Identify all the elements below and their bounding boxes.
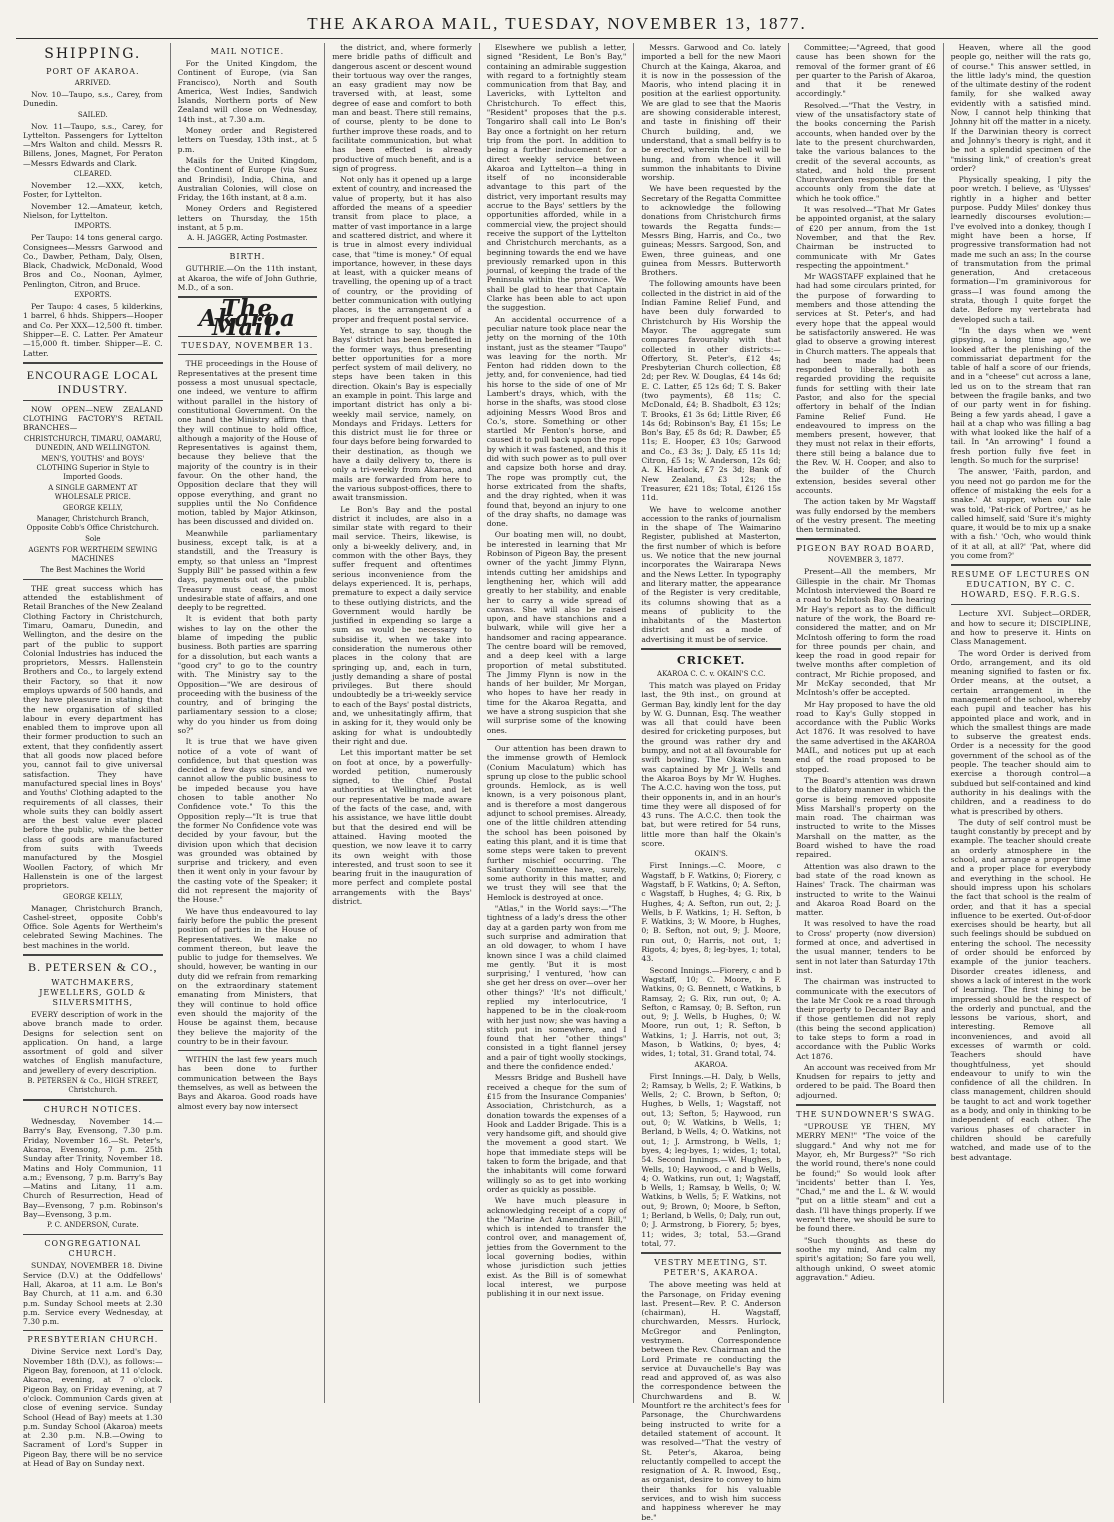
cricket-subtitle: AKAROA C. C. v. OKAIN'S C.C. (657, 670, 766, 678)
industry-ad-single: A SINGLE GARMENT AT WHOLESALE PRICE. (48, 483, 138, 501)
news-item: Our attention has been drawn to the immense growth of Hemlock (Conium Maculatum) which has sprung up close to the public school grounds. Hemlock, as is well known, is a very poisonous plant, and is therefore a most dangerous adjunct to school premises. Already, one of the little children attending the school has been poisoned by eating this plant, and it is time that some steps were taken to prevent further mischief occurring. The Sanitary Committee have, surely, some authority in this matter, and we trust they will see that the Hemlock is destroyed at once. (486, 743, 627, 902)
industry-ad-sole: Sole (85, 534, 101, 543)
news-item: We have to welcome another accession to the ranks of journalism in the shape of The Waimarino Register, published at Masterton, the first number of which is before us. We notice that the new journal incorporates the Wairarapa News and the News Letter. In typography and literary matter, the appearance of the Register is very creditable, its columns showing that as a means of publicity to the inhabitants of the Masterton district and as a mode of advertising it must be of service. (641, 504, 781, 644)
road-board-paragraph: Attention was also drawn to the bad state of the road known as Haines' Track. The chairman was instructed to write to the Wainui and Akaroa Road Board on the matter. (795, 861, 936, 918)
divider (23, 1234, 163, 1235)
divider (178, 354, 318, 355)
road-board-paragraph: It was resolved to have the road to Cross' property (now diversion) formed at once, and advertised in the usual manner, tenders to be sent in not later than Saturday 17th inst. (795, 919, 936, 975)
shipping-title: SHIPPING. (44, 46, 142, 62)
road-board-paragraph: An account was received from Mr Knudsen for repairs to jetty and ordered to be paid. The Board then adjourned. (795, 1062, 936, 1100)
vestry-paragraph: Resolved.—"That the Vestry, in view of the unsatisfactory state of the books concerning the Parish accounts, when handed over by the late to the present churchwarden, take the various balances to the credit of the several accounts, as stated, and hold the present Churchwarden responsible for the accounts only from the date at which he took office." (795, 100, 936, 203)
leader-paragraph: THE proceedings in the House of Representatives at the present time possess a most unusual spectacle, one indeed, we venture to affirm without parallel in the history of constitutional Government. On the one hand the Ministry affirm that they will continue to hold office, although a majority of the House of Representatives is against them, because they believe that the majority of the country is in their favour. On the other hand, the Opposition declare that they will oppose everything, and grant no supplies until the No Confidence motion, tabled by Major Atkinson, has been discussed and divided on. (177, 359, 318, 527)
mail-notice-p3: Mails for the United Kingdom, the Continent of Europe (via Suez and Brindisi), India, China, and Australian Colonies, will close on Friday, the 16th instant, at 8 a.m. (177, 155, 318, 203)
sundowner-paragraph: "In the days when we went gipsying, a long time ago," we looked after the plenishing of the commissariat department for the table of half a score of our friends, and in a "cheese" cut across a lane, led us on to the stream that ran between the fragile banks, and two of our party went in for fishing. Being a few yards ahead, I gave a hail at a chap who was filling a bag with what looked like the half of a tail. In "An arrowing" I found a fresh portion fully five feet in length. So much for the surprise! (950, 325, 1091, 466)
petersen-ad-sig: B. PETERSEN & Co., HIGH STREET, Christchurch. (27, 1077, 159, 1095)
church-sig: P. C. ANDERSON, Curate. (46, 1221, 139, 1230)
dateline: TUESDAY, NOVEMBER 13. (181, 341, 314, 351)
divider (796, 538, 936, 540)
column-6 (789, 43, 944, 1403)
divider (23, 362, 163, 364)
petersen-ad-title: B. PETERSEN & CO., (28, 960, 158, 974)
sundowner-paragraph: Heaven, where all the good people go, neither will the rats go, of course." This answer settled, in the little lady's mind, the question of the ultimate destiny of the rodent family, for she walked away evidently with a satisfied mind. Now, I cannot help thinking that Johnny hit off the matter in a nicety. If the Darwinian theory is correct and Johnny's theory is right, and it be not a splendid specimen of the "missing link," of creation's great order? (950, 43, 1091, 173)
petersen-ad-body: EVERY description of work in the above branch made to order. Designs for selection sent on application. On hand, a large assortment of gold and silver watches of English manufacture, and jewellery of every description. (23, 1010, 163, 1075)
mail-notice-title: MAIL NOTICE. (210, 47, 285, 56)
column-4 (480, 43, 635, 1403)
news-item: Our boating men will, no doubt, be interested in learning that Mr Robinson of Pigeon Bay, the present owner of the yacht Jimmy Flynn, intends cutting her amidships and lengthening her, which will add greatly to her stability, and enable her to carry a wide spread of canvas. She will also be raised upon, and have stanchions and a bulwark, while will give her a handsomer and racing appearance. The centre board will be removed, and a deep keel with a large proportion of metal substituted. The Jimmy Flynn is now in the hands of her builder, Mr Morgan, who hopes to have her ready in time for the Akaroa Regatta, and we have a strong suspicion that she will surprise some of the knowing ones. (486, 530, 627, 735)
leader-paragraph: Meanwhile parliamentary business, except talk, is at a standstill, and the Treasury is empty, so that unless an "Imprest Supply Bill" be passed within a few days, payments out of the public Treasury must cease, a most undesirable state of affairs, and one deeply to be regretted. (177, 528, 318, 613)
news-item: Elsewhere we publish a letter, signed "Resident, Le Bon's Bay," containing an admirable suggestion with regard to a fortnightly steam communication from that Bay, and Lavericks, with Lyttelton and Christchurch. To effect this, "Resident" proposes that the p.s. Tongariro shall call into Le Bon's Bay once a fortnight on her return trip from the port. In addition to being a further inducement for a direct weekly service between Akaroa and Lyttelton—a thing in itself of no inconsiderable advantage to this part of the district, very important results may accrue to the Bays' settlers by the opportunities afforded, while in a commercial view, the project should receive the support of the Lyttelton and Christchurch merchants, as a beginning towards the end we have previously remarked upon in this journal, of keeping the trade of the Peninsula within the province. We shall be glad to hear that Captain Clarke has been able to act upon the suggestion. (486, 43, 627, 313)
leader-paragraph: It is true that we have given notice of a vote of want of confidence, but that question was decided a few days since, and we cannot allow the public business to be impeded because you have chosen to table another No Confidence vote." To this the Opposition reply—"It is true that the former No Confidence vote was decided by your favour, but the division upon which that decision was grounded was obtained by surprise and trickery, and even then it went only in your favour by the casting vote of the Speaker; it did not represent the majority of the House." (177, 737, 318, 905)
mail-notice-sig: A. H. JAGGER, Acting Postmaster. (187, 234, 308, 243)
divider (951, 564, 1091, 566)
divider (178, 1050, 318, 1051)
divider (487, 739, 627, 740)
industry-ad-lead: NOW OPEN—NEW ZEALAND CLOTHING FACTORY'S RETAIL BRANCHES— (23, 404, 163, 433)
column-1 (16, 43, 171, 1468)
sundowner-title: THE SUNDOWNER'S SWAG. (796, 1110, 936, 1120)
divider (23, 400, 163, 401)
mail-notice-p2: Money order and Registered letters on Tuesday, 13th inst., at 5 p.m. (177, 126, 318, 154)
news-item: We have been requested by the Secretary of the Regatta Committee to acknowledge the following donations from Christchurch firms towards the Regatta funds:—Messrs Bing, Harris, and Co., two guineas; Messrs. Sargood, Son, and Ewen, three guineas, and one guinea from Messrs. Butterworth Brothers. (641, 184, 781, 278)
leader-paragraph: It is evident that both party wishes to lay on the other the blame of impeding the public business. Both parties are sparring for a dissolution, but each wants a "good cry" to go to the country with. The Ministry say to the Opposition—"We are desirous of proceeding with the business of the country, and of bringing the parliamentary session to a close; why do you hinder us from doing so?" (177, 614, 318, 735)
pigeon-bay-title: PIGEON BAY ROAD BOARD, (796, 544, 935, 554)
industry-ad-kelly-2: Manager, Christchurch Branch, Opposite Cobb's Office Christchurch. (26, 514, 159, 532)
news-item: Messrs. Garwood and Co. lately imported a bell for the new Maori Church at the Kainga, Akaroa, and it is now in the possession of the Maoris, who intend placing it in position at the earliest opportunity. We are glad to see that the Maoris are showing considerable interest, and taste in finishing off their Church building, and, we understand, that a small belfry is to be erected, wherein the bell will be hung, and from whence it will summon the inhabitants to Divine worship. (641, 43, 781, 183)
port-heading: PORT OF AKAROA. (46, 67, 140, 76)
lecture-paragraph: Lecture XVI. Subject—ORDER, and how to secure it; DISCIPLINE, and how to preserve it. Hints on Class Management. (950, 609, 1091, 647)
masthead: THE AKAROA MAIL, TUESDAY, NOVEMBER 13, 1877. (16, 14, 1098, 39)
cleared-text: November 12.—XXX, ketch, Foster, for Lyttelton. (23, 181, 163, 200)
congregational-title: CONGREGATIONAL CHURCH. (44, 1239, 142, 1259)
news-item: "Atlas," in the World says:—"The tightness of a lady's dress the other day at a garden party won from me such surprise and admiration that an old dowager, to whom I have known since I was a child claimed me gently. 'But it is most surprising,' I ventured, 'how can she get her dress on over—over her other things?' 'It's not difficult,' replied my interlocutrice, 'I happened to be in the cloak-room with her just now; she was having a stitch put in somewhere, and I found that her "other things" consisted in a tight flannel jersey and a pair of tight woolly stockings, and there the confidence ended.' (486, 904, 627, 1072)
road-board-paragraph: Present—All the members, Mr Gillespie in the chair. Mr Thomas McIntosh interviewed the Board re a road to McIntosh Bay. On hearing Mr Hay's report as to the difficult nature of the work, the Board re-considered the matter, and on Mr McIntosh offering to form the road for three pounds per chain, and keep the road in good repair for twelve months after completion of contract, Mr Richie proposed, and Mr McKay seconded, that Mr McIntosh's offer be accepted. (795, 567, 936, 698)
church-body: Wednesday, November 14.—Barry's Bay, Evensong, 7.30 p.m. Friday, November 16.—St. Peter's, Akaroa, Evensong, 7 p.m. 25th Sunday after Trinity, November 18. Matins and Holy Communion, 11 a.m.; Evensong, 7 p.m. Barry's Bay—Matins and Litany, 11 a.m. Church of Resurrection, Head of Bay—Evensong, 7 p.m. Robinson's Bay—Evensong, 3 p.m. (23, 1117, 163, 1220)
imports-heading: IMPORTS. (74, 222, 112, 231)
industry-ad-men: MEN'S, YOUTHS' and BOYS' CLOTHING Superior in Style to Imported Goods. (36, 454, 150, 481)
mail-notice-p1: For the United Kingdom, the Continent of Europe, (via San Francisco), North and South America, West Indies, Sandwich Islands, Northern ports of New Zealand will close on Wednesday, 14th inst., at 7.30 a.m. (177, 59, 318, 124)
divider (796, 1104, 936, 1106)
lecture-paragraph: The duty of self control must be taught constantly by precept and by example. The teacher should create an orderly atmosphere in the school, and arrange a proper time and a proper place for everybody and everything in the school. He should impress upon his scholars the fact that school is the realm of order, and that it has a special influence to be exerted. Out-of-door exercises should be hearty, but all such feelings should be subdued on entering the school. The necessity of order should be enforced by example of the junior teachers. Disorder creates idleness, and shows a lack of interest in the work of learning. The first thing to be impressed should be the respect of the orderly and punctual, and the lessons be various, short, and interesting. Remove all inconveniences, and avoid all excesses of warmth or cold. Teachers should have thoughtfulness, yet should endeavour to unify to win the confidence of all the children. In class management, children should be taught to act and work together as a body, and only in thinking to be independent of each other. The various phases of character in children should be carefully watched, and made use of to the best advantage. (950, 817, 1091, 1162)
akaroa-innings: First Innings.—H. Daly, b Wells, 2; Ramsay, b Wells, 2; F. Watkins, b Wells, 2; C. Brown, b Sefton, 0; Hughes, b Wells, 1; Wagstaff, not out, 13; Sefton, 5; Haywood, run out, 0; W. Watkins, b Wells, 1; Berland, b Wells, 4; O. Watkins, not out, 1; J. Armstrong, b Wells, 1; byes, 4; leg-byes, 1; wides, 1; total, 54. Second Innings.—W. Hughes, b Wells, 10; Haywood, c and b Wells, 4; O. Watkins, run out, 1; Wagstaff, b Wells, 1; Ramsay, b Wells, 0; W. Watkins, b Wells, 5; F. Watkins, not out, 9; Brown, 0; Moore, b Sefton, 1; Berland, b Wells, 0; Daly, run out, 0; J. Armstrong, b Fiorery, 5; byes, 11; wides, 3; total, 53.—Grand total, 77. (641, 1071, 781, 1248)
birth-text: GUTHRIE.—On the 11th instant, at Akaroa, the wife of John Guthrie, M.D., of a son. (177, 264, 318, 292)
arrived-text: Nov. 10—Taupo, s.s., Carey, from Dunedin. (23, 90, 163, 109)
okains-heading: OKAIN'S. (694, 850, 728, 859)
vestry-paragraph: It was resolved—"That Mr Gates be appointed organist, at the salary of £20 per annum, from the 1st November, and that the Rev. Chairman be instructed to communicate with Mr Gates respecting the appointment." (795, 205, 936, 270)
road-board-paragraph: Mr Hay proposed to have the old road to Kay's Gully stopped in accordance with the Public Works Act 1876. It was resolved to have the same advertised in the AKAROA MAIL, and notices put up at each end of the road proposed to be stopped. (795, 699, 936, 774)
congregational-body: SUNDAY, NOVEMBER 18. Divine Service (D.V.) at the Oddfellows' Hall, Akaroa, at 11 a.m. Le Bon's Bay Church, at 11 a.m. and 6.30 p.m. Sunday School meets at 2.30 p.m. Service every Wednesday, at 7.30 p.m. (23, 1261, 163, 1327)
columns (16, 43, 1098, 1522)
vestry-body: The above meeting was held at the Parsonage, on Friday evening last. Present—Rev. P. C. Anderson (chairman), H. Wagstaff, churchwarden, Messrs. Hurlock, McGregor and Penlington, vestrymen. Correspondence between the Rev. Chairman and the Lord Primate re conducting the service at Duvauchelle's Bay was read and approved of, as was also the correspondence between the Churchwardens and B. W. Mountfort re the architect's fees for Parsonage, the Churchwardens being instructed to write for a detailed statement of account. It was resolved—"That the vestry of St. Peter's, Akaroa, being reluctantly compelled to accept the resignation of A. R. Inwood, Esq., as organist, desire to convey to him their thanks for his valuable services, and to wish him success and happiness wherever he may be." (641, 1280, 781, 1522)
sundowner-paragraph: "UPROUSE YE THEN, MY MERRY MEN!" "The voice of the sluggard." And why not me for Mayor, eh, Mr Burgess?" "So rich the world round, there's none could be found;" So would look after 'incidents' better than I. Yes, "Chad," me and the L. & W. would "put on a little steam" and cut a dash. I'll have things properly. If we weren't there, we should be sure to be found there. (795, 1122, 936, 1234)
vestry-paragraph: Committee;—"Agreed, that good cause has been shown for the removal of the former grant of £6 per quarter to the Parish of Akaroa, and that it be renewed accordingly." (795, 43, 936, 99)
road-board-paragraph: The chairman was instructed to communicate with the executors of the late Mr Cook re a road through their property to Decanter Bay and if those gentlemen did not reply (this being the second application) to take steps to form a road in accordance with the Public Works Act 1876. (795, 977, 936, 1061)
cricket-report: This match was played on Friday last, the 9th inst., on ground at German Bay, kindly lent for the day by W. G. Dunnan, Esq. The weather was all that could have been desired for cricketing purposes, but the ground was rather dry and bumpy, and not at all favourable for swift bowling. The Okain's team was captained by Mr J. Wells and the Akaroa Boys by Mr W. Hughes. The A.C.C. having won the toss, put their opponents in, and in an hour's time they were all disposed of for 43 runs. The A.C.C. then took the bat, but were retired for 54 runs, little more than half the Okain's score. (641, 681, 781, 849)
news-item: Messrs Bridge and Bushell have received a cheque for the sum of £15 from the Insurance Companies' Association, Christchurch, as a donation towards the expenses of a Hook and Ladder Brigade. This is a very handsome gift, and should give the movement a good start. We hope that immediate steps will be taken to form the brigade, and that the inhabitants will come forward willingly so as to get into working order as quickly as possible. (486, 1073, 627, 1194)
cleared-heading: CLEARED. (73, 170, 112, 179)
article-paragraph: Yet, strange to say, though the Bays' district has been benefited in the former ways, thus presenting better opportunities for a more perfect system of mail delivery, no steps have been taken in this direction. Okain's Bay is especially an example in point. This large and important district has only a bi-weekly mail service, namely, on Mondays and Fridays. Letters for this district must lie for three or four days before being forwarded to their destination, as though we have a daily delivery to, there is only a tri-weekly from Akaroa, and mails are forwarded from here to the various subpost-offices, there to await transmission. (332, 325, 472, 503)
nameplate: The Akaroa Mail. (198, 295, 296, 341)
news-item: We have much pleasure in acknowledging receipt of a copy of the "Marine Act Amendment Bill," which is intended to transfer the control over, and management of, jetties from the Government to the local governing bodies, within whose jurisdiction such jetties exist. As the Bill is of somewhat local interest, we purpose publishing it in our next issue. (486, 1196, 627, 1299)
presbyterian-title: PRESBYTERIAN CHURCH. (27, 1335, 159, 1345)
arrived-heading: ARRIVED. (74, 79, 111, 87)
divider (23, 1099, 163, 1101)
divider (178, 247, 318, 248)
sundowner-paragraph: The answer, 'Faith, pardon, and you need not go pardon me for the offence of mistaking the eels for a snake.' At supper, when our tale was told, 'Pat-rick of Portree,' as he called himself, said 'Sure it's mighty quare, it would be to mix up a snake with a fish.' 'Och, who would think of it at all, at all?' 'Pat, where did you come from?' (950, 467, 1092, 561)
article-paragraph: Let this important matter be set on foot at once, by a powerfully-worded petition, numerously signed, to the Chief Postal authorities at Wellington, and let our representative be made aware of the facts of the case, and, with his assistance, we have little doubt but that the desired end will be attained. Having mooted the question, we now leave it to carry its own weight with those interested, and trust soon to see it bearing fruit in the inauguration of more perfect and complete postal arrangements with the Bays' district. (332, 748, 472, 907)
industry-ad-agents: AGENTS FOR WERTHEIM SEWING MACHINES (28, 545, 158, 563)
cricket-title: CRICKET. (677, 654, 746, 667)
column-3 (325, 43, 480, 1403)
pigeon-bay-date: NOVEMBER 3, 1877. (827, 556, 904, 565)
imports-text: Per Taupo: 14 tons general cargo. Consignees—Messrs Garwood and Co., Dawber, Petham, Daly, Olsen, Black, Chadwick, McDonald, Wood Bros and Co., Noonan, Aylmer, Penlington, Citron, and Bruce. (23, 233, 163, 289)
industry-ad-best: The Best Machines the World (40, 565, 146, 574)
sundowner-paragraph: "Such thoughts as these do soothe my mind, And calm my spirit's agitation; So fare you well, although unkind, O sweet atomic aggravation." Adieu. (795, 1235, 936, 1282)
industry-ad-body: THE great success which has attended the establishment of Retail Branches of the New Zealand Clothing Factory in Christchurch, Timaru, Oamaru, Dunedin, and Wellington, and the desire on the part of the public to support Colonial Industries has induced the proprietors, Messrs. Hallenstein Brothers and Co., to largely extend their Factory, so that it now employs upwards of 500 hands, and they have pleasure in stating that the new organisation of skilled labour in every department has enabled them to improve upon all their former production to such an extent, that they confidently assert that all goods now placed before you, cannot fail to give universal satisfaction. They have manufactured special lines in Boys' and Youths' Clothing adapted to the requirements of all classes, their whole suits they can boldly assert are the best value ever placed before the public, while the better class of goods are manufactured from suits with Tweeds manufactured by the Mosgiel Woollen Factory, of which Mr Hallenstein is one of the largest proprietors. (23, 583, 163, 891)
news-item: An accidental occurrence of a peculiar nature took place near the jetty on the morning of the 10th instant, just as the steamer "Taupo" was leaving for the north. Mr Fenton had ridden down to the jetty, and, for convenience, had tied his horse to the side of one of Mr Lambert's drays, which, with the horse in the shafts, was stood close adjoining Messrs Wood Bros and Co.'s, store. Something or other startled Mr Fenton's horse, and caused it to pull back upon the rope by which it was fastened, and this it did with such power as to pull over and capsize both horse and dray. The rope was promptly cut, the horse extricated from the shafts, and the dray righted, when it was found that, beyond an injury to one of the dray shafts, no damage was done. (486, 314, 627, 529)
vestry-paragraph: Mr WAGSTAFF explained that he had had some circulars printed, for the purpose of forwarding to members and those attending the services at St. Peter's, and had every hope that the appeal would be satisfactorily answered. He was glad to observe a growing interest in Church matters. The appeals that had been made had been responded to liberally, both as regarded providing the requisite funds for settling with their late Pastor, and also for the special offertory in behalf of the Indian Famine Relief Fund. He endeavoured to impress on the members present, however, that they must not relax in their efforts, there still being a balance due to the Rev. W. H. Cooper, and also to the builder of the Church extension, besides several other accounts. (795, 272, 936, 495)
divider (23, 954, 163, 956)
divider (641, 648, 781, 650)
sailed-text: Nov. 11—Taupo, s.s., Carey, for Lyttelton. Passengers for Lyttelton—Mrs Walton and child. Messrs R. Billens, Jones, Magnet, For Peraton—Messrs Edwards and Clark. (23, 121, 163, 168)
column-7 (944, 43, 1098, 1403)
church-title: CHURCH NOTICES. (43, 1105, 142, 1115)
birth-title: BIRTH. (229, 252, 266, 262)
divider (23, 1330, 163, 1331)
divider (641, 1252, 781, 1254)
sundowner-paragraph: Physically speaking, I pity the poor wretch. I believe, as 'Ulysses' rightly in a higher and better purpose. Puddy Miles' donkey thus learnedly discourses evolution:—I've evolved into a donkey, though I might have been a horse, If progressive transformation had not made me such an ass; In the course of transmutation from the primal generation, And cretaceous formation—I'm graminivorous for grass—I was found among the strata, though I quite forget the date. Before my vertebrata had developed such a tail. (950, 175, 1091, 324)
presbyterian-body: Divine Service next Lord's Day, November 18th (D.V.), as follows:—Pigeon Bay, forenoon, at 11 o'clock. Akaroa, evening, at 7 o'clock. Pigeon Bay, on Friday evening, at 7 o'clock. Communion Cards given at close of evening service. Sunday School (Head of Bay) meets at 1.30 p.m. Sunday School (Akaroa) meets at 2.30 p.m. N.B.—Owing to Sacrament of Lord's Supper in Pigeon Bay, there will be no service at Head of Bay on Sunday next. (23, 1347, 163, 1468)
column-2 (171, 43, 326, 1403)
industry-ad-kelly: GEORGE KELLY, (62, 503, 123, 512)
vestry-title: VESTRY MEETING, ST. PETER'S, AKAROA. (654, 1258, 769, 1278)
column-5 (634, 43, 789, 1522)
akaroa-heading: AKAROA. (694, 1060, 728, 1069)
okains-second-innings: Second Innings.—Fiorery, c and b Wagstaff, 10; C. Moore, b F. Watkins, 0; G. Bennett, c Watkins, b Ramsay, 2; G. Rix, run out, 0; A. Sefton, c Ramsay, 0; B. Sefton, run out, 9; J. Wells, b Hughes, 0; W. Moore, run out, 1; R. Sefton, b Watkins, 1; J. Harris, not out, 3; Mason, b Watkins, 0; byes, 4; wides, 1; total, 31. Grand total, 74. (641, 965, 781, 1059)
article-paragraph: Le Bon's Bay and the postal district it includes, are also in a similar state with regard to their mail service. Theirs, likewise, is only a bi-weekly delivery, and, in common with the other Bays, they suffer frequent and oftentimes serious inconvenience from the delays experienced. It is, perhaps, premature to expect a daily service to these outlying districts, and the Government would hardly be justified in expending so large a sum as would be necessary to subsidise it, when we take into consideration the numerous other places in the colony that are springing up, and, each in turn, justly demanding a share of postal privileges. But there should undoubtedly be a tri-weekly service to each of the Bays' postal districts, and, we unhesitatingly affirm, that in asking for it, they would only be asking for what is undoubtedly their right and due. (332, 504, 472, 746)
article-paragraph: Not only has it opened up a large extent of country, and increased the value of property, but it has also afforded the means of a speedier transit from place to place, a matter of vast importance in a large and scattered district, and where it is true in almost every individual case, that "time is money." Of equal importance, however, in these days at least, with a quicker means of travelling, the opening up of a tract of country, or the providing of better communication with outlying places, is the arrangement of a proper and frequent postal service. (332, 175, 472, 324)
divider (951, 604, 1091, 605)
industry-ad-title: ENCOURAGE LOCAL INDUSTRY. (26, 367, 159, 396)
lecture-paragraph: The word Order is derived from Ordo, arrangement, and its old meaning signified to fasten or fix. Order means, at the outset, a certain arrangement in the management of the school, whereby each pupil and teacher has his appointed place and work, and in which the smallest things are made to subserve the greatest ends. Order is a necessity for the good government of the school as of the people. The teacher should aim to exercise a thorough control—a subdued but self-contained and kind authority in his dealings with the children, and a readiness to do what is prescribed by others. (950, 648, 1091, 816)
exports-heading: EXPORTS. (74, 291, 112, 300)
exports-text: Per Taupo: 4 cases, 5 kilderkins, 1 barrel, 6 hhds. Shippers—Hooper and Co. Per XXX—12,500 ft. timber. Shipper—E. C. Latter. Per Amateur—15,000 ft. timber. Shipper—E. C. Latter. (23, 302, 163, 358)
road-board-paragraph: The Board's attention was drawn to the dilatory manner in which the gorse is being removed opposite Miss Marshall's property on the main road. The chairman was instructed to write to the Misses Marshall on the matter, as the Board wished to have the road repaired. (795, 775, 936, 860)
industry-ad-kelly-3: GEORGE KELLY, (62, 892, 123, 901)
sailed-heading: SAILED. (77, 110, 108, 119)
divider (23, 579, 163, 580)
article-paragraph: the district, and, where formerly mere bridle paths of difficult and dangerous ascent or descent wound their tortuous way over the ranges, an easy gradient may now be traversed with, at least, some degree of ease and comfort to both man and beast. There still remains, of course, plenty to be done to further improve these roads, and to facilitate communication, but what has been effected is already productive of much benefit, and is a sign of progress. (332, 43, 472, 173)
industry-ad-kelly-4: Manager, Christchurch Branch, Cashel-street, opposite Cobb's Office. Sole Agents for Wertheim's celebrated Sewing Machines. The best machines in the world. (23, 903, 163, 950)
mail-notice-p4: Money Orders and Registered letters on Thursday, the 15th instant, at 5 p.m. (177, 204, 318, 233)
industry-ad-towns: CHRISTCHURCH, TIMARU, OAMARU, DUNEDIN, AND WELLINGTON. (23, 434, 162, 452)
cleared-text-2: November 12.—Amateur, ketch, Nielson, for Lyttelton. (23, 201, 163, 220)
news-item: The following amounts have been collected in the district in aid of the Indian Famine Relief Fund, and have been duly forwarded to Christchurch by His Worship the Mayor. The aggregate sum compares favourably with that collected in other districts:—Offertory, St. Peter's, £12 4s; Presbyterian Church collection, £8 2d; per Rev. W. Douglas, £4 14s 6d; E. C. Latter, £5 12s 6d; T. S. Baker (two payments), £8 11s; C. McDonald, £4; B. Shadbolt, £3 12s; T. Brooks, £1 3s 6d; Little River, £6 14s 6d; Robinson's Bay, £1 15s; Le Bon's Bay, £5 8s 6d; R. Dawber, £5 11s; E. Hooper, £3 10s; Garwood and Co., £3 3s; J. Daly, £5 11s 1d; Citron, £5 1s; W. Anderson, 12s 6d; A. K. Harlock, £7 2s 3d; Bank of New Zealand, £3 12s; the Treasurer, £21 18s; Total, £126 15s 11d. (641, 279, 781, 503)
lectures-title: RESUME OF LECTURES ON EDUCATION, BY C. C. HOWARD, ESQ. F.R.G.S. (951, 570, 1091, 600)
leader-paragraph: We have thus endeavoured to lay fairly before the public the present position of parties in the House of Representatives. We make no comment thereon, but leave the public to judge for themselves. We should, however, be wanting in our duty did we refrain from remarking on the extraordinary statement emanating from Ministers, that they will continue to hold office even should the majority of the House be against them, because they believe the majority of the country to be in their favour. (177, 906, 318, 1046)
vestry-paragraph: The action taken by Mr Wagstaff was fully endorsed by the members of the vestry present. The meeting then terminated. (795, 497, 936, 535)
okains-first-innings: First Innings.—C. Moore, c Wagstaff, b F. Watkins, 0; Fiorery, c Wagstaff, b F. Watkins, 0; A. Sefton, c Wagstaff, b Hughes, 4; G. Rix, b Hughes, 4; A. Sefton, run out, 2; J. Wells, b F. Watkins, 1; H. Sefton, b F. Watkins, 3; W. Moore, b Hughes, 0; B. Sefton, not out, 9; J. Moore, run out, 0; Harris, not out, 1; Rigots, 4; byes, 8; leg-byes, 1; total, 43. (641, 861, 781, 964)
petersen-ad-sub: WATCHMAKERS, JEWELLERS, GOLD & SILVERSMITHS, (39, 978, 147, 1007)
leader-paragraph: WITHIN the last few years much has been done to further communication between the Bays themselves, as well as between the Bays and Akaroa. Good roads have almost every bay now intersect (177, 1055, 318, 1111)
